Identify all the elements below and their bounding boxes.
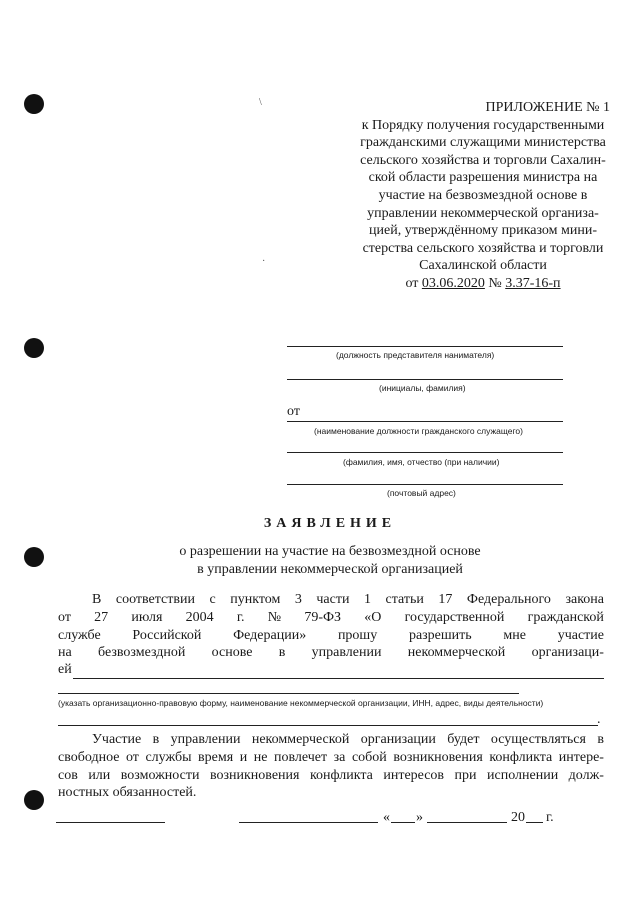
word: государственной <box>404 610 505 625</box>
word: интере- <box>558 750 604 765</box>
word: организаци- <box>531 645 604 660</box>
month-field-line[interactable] <box>427 822 507 823</box>
word: Федерального <box>466 592 551 607</box>
word: разрешить <box>408 628 472 643</box>
word: будет <box>447 732 480 747</box>
initials-field-line[interactable] <box>287 379 563 380</box>
employer-field-line[interactable] <box>287 346 563 347</box>
word: от <box>58 610 71 625</box>
word: Российской <box>132 628 202 643</box>
paragraph2-last-line: ностных обязанностей. <box>58 785 197 800</box>
word: не <box>253 750 268 765</box>
word: долж- <box>568 768 604 783</box>
initials-caption: (инициалы, фамилия) <box>379 383 466 393</box>
date-prefix: от <box>405 275 419 291</box>
paragraph1-line <box>92 592 604 608</box>
from-label: от <box>287 404 300 419</box>
appendix-block <box>338 99 628 293</box>
paragraph1-line <box>58 628 604 644</box>
order-number: 3.37-16-п <box>505 275 561 291</box>
document-subtitle <box>150 543 510 578</box>
number-sign: № <box>488 275 502 291</box>
day-close-quote: » <box>416 810 423 825</box>
word: некоммерческой <box>251 732 350 747</box>
word: конфликта <box>309 768 373 783</box>
word: сов <box>58 768 78 783</box>
word: закона <box>565 592 604 607</box>
word: мне <box>503 628 526 643</box>
word: 27 <box>94 610 109 625</box>
word: при <box>454 768 477 783</box>
word: конфликта <box>489 750 553 765</box>
word: 2004 <box>185 610 214 625</box>
word: 3 <box>294 592 302 607</box>
position-caption: (наименование должности гражданского служащего) <box>314 426 523 436</box>
word: гражданской <box>527 610 604 625</box>
word: некоммерческой <box>407 645 506 660</box>
word: Федерации» <box>233 628 307 643</box>
appendix-line: Сахалинской области <box>419 258 547 274</box>
word: Участие <box>92 732 142 747</box>
word: безвозмездной <box>98 645 186 660</box>
paragraph2-line <box>58 750 604 766</box>
word: и <box>239 750 248 765</box>
word: или <box>88 768 111 783</box>
signature-line[interactable] <box>56 822 165 823</box>
year-field-line[interactable] <box>526 822 543 823</box>
word: части <box>316 592 350 607</box>
word: на <box>58 645 72 660</box>
day-field-line[interactable] <box>391 822 415 823</box>
paragraph2-line <box>92 732 604 748</box>
word: г. <box>236 610 245 625</box>
appendix-line: сельского хозяйства и торговли Сахалин- <box>360 152 606 168</box>
appendix-line: цией, утверждённому приказом мини- <box>369 223 597 239</box>
word: службе <box>58 628 101 643</box>
word: интересов <box>383 768 445 783</box>
appendix-line: управлении некоммерческой организа- <box>367 205 599 221</box>
punch-hole <box>24 547 44 567</box>
word: в <box>597 732 604 747</box>
word: собой <box>351 750 387 765</box>
word: в <box>278 645 286 660</box>
word: 1 <box>364 592 371 607</box>
word: повлечет <box>273 750 328 765</box>
appendix-line: гражданскими служащими министерства <box>360 135 606 151</box>
appendix-line: ской области разрешения министра на <box>368 170 598 186</box>
word: за <box>333 750 346 765</box>
organization-field-line-3[interactable] <box>58 725 598 726</box>
subtitle-line: в управлении некоммерческой организацией <box>197 561 463 577</box>
word: № <box>267 610 282 625</box>
paragraph1-line <box>58 610 604 626</box>
paragraph1-tail: ей <box>58 662 72 677</box>
year-suffix: г. <box>546 810 554 825</box>
appendix-title: ПРИЛОЖЕНИЕ № 1 <box>485 100 610 115</box>
word: «О <box>364 610 382 625</box>
word: осуществляться <box>490 732 586 747</box>
day-open-quote: « <box>383 810 390 825</box>
appendix-line: стерства сельского хозяйства и торговли <box>362 240 604 256</box>
word: возникновения <box>209 768 300 783</box>
position-field-line[interactable] <box>287 421 563 422</box>
word: 79-ФЗ <box>304 610 342 625</box>
word: пунктом <box>230 592 281 607</box>
address-field-line[interactable] <box>287 484 563 485</box>
organization-field-line-2[interactable] <box>58 693 519 694</box>
year-prefix: 20 <box>511 810 525 825</box>
name-field-line[interactable] <box>287 452 563 453</box>
paragraph2-line <box>58 768 604 784</box>
order-date: 03.06.2020 <box>421 275 485 291</box>
word: исполнении <box>487 768 559 783</box>
line-end-dot: . <box>597 712 601 727</box>
word: 17 <box>438 592 453 607</box>
word: июля <box>131 610 163 625</box>
name-caption: (фамилия, имя, отчество (при наличии) <box>343 457 500 467</box>
word: управлении <box>311 645 382 660</box>
word: возможности <box>120 768 200 783</box>
full-name-line[interactable] <box>239 822 378 823</box>
paragraph1-line <box>58 645 604 661</box>
word: с <box>209 592 216 607</box>
word: службы <box>145 750 192 765</box>
word: время <box>198 750 234 765</box>
word: основе <box>211 645 253 660</box>
punch-hole <box>24 94 44 114</box>
word: от <box>125 750 139 765</box>
scan-speck: · <box>262 256 266 267</box>
organization-field-line[interactable] <box>73 678 604 679</box>
word: соответствии <box>115 592 195 607</box>
word: свободное <box>58 750 120 765</box>
word: возникновения <box>393 750 483 765</box>
word: В <box>92 592 102 607</box>
punch-hole <box>24 338 44 358</box>
word: участие <box>557 628 604 643</box>
address-caption: (почтовый адрес) <box>387 488 456 498</box>
appendix-line: к Порядку получения государственными <box>361 117 605 133</box>
scan-speck: \ <box>259 97 262 108</box>
punch-hole <box>24 790 44 810</box>
organization-caption: (указать организационно-правовую форму, наименование некоммерческой организации, ИНН, адрес, виды деятельности) <box>58 698 544 708</box>
appendix-date-line <box>338 275 628 293</box>
appendix-line: участие на безвозмездной основе в <box>378 187 588 203</box>
document-title: ЗАЯВЛЕНИЕ <box>263 516 397 531</box>
word: статьи <box>385 592 424 607</box>
word: прошу <box>337 628 378 643</box>
subtitle-line: о разрешении на участие на безвозмездной основе <box>179 544 481 559</box>
word: организации <box>360 732 436 747</box>
employer-caption: (должность представителя нанимателя) <box>336 350 495 360</box>
word: управлении <box>170 732 241 747</box>
word: в <box>152 732 160 747</box>
